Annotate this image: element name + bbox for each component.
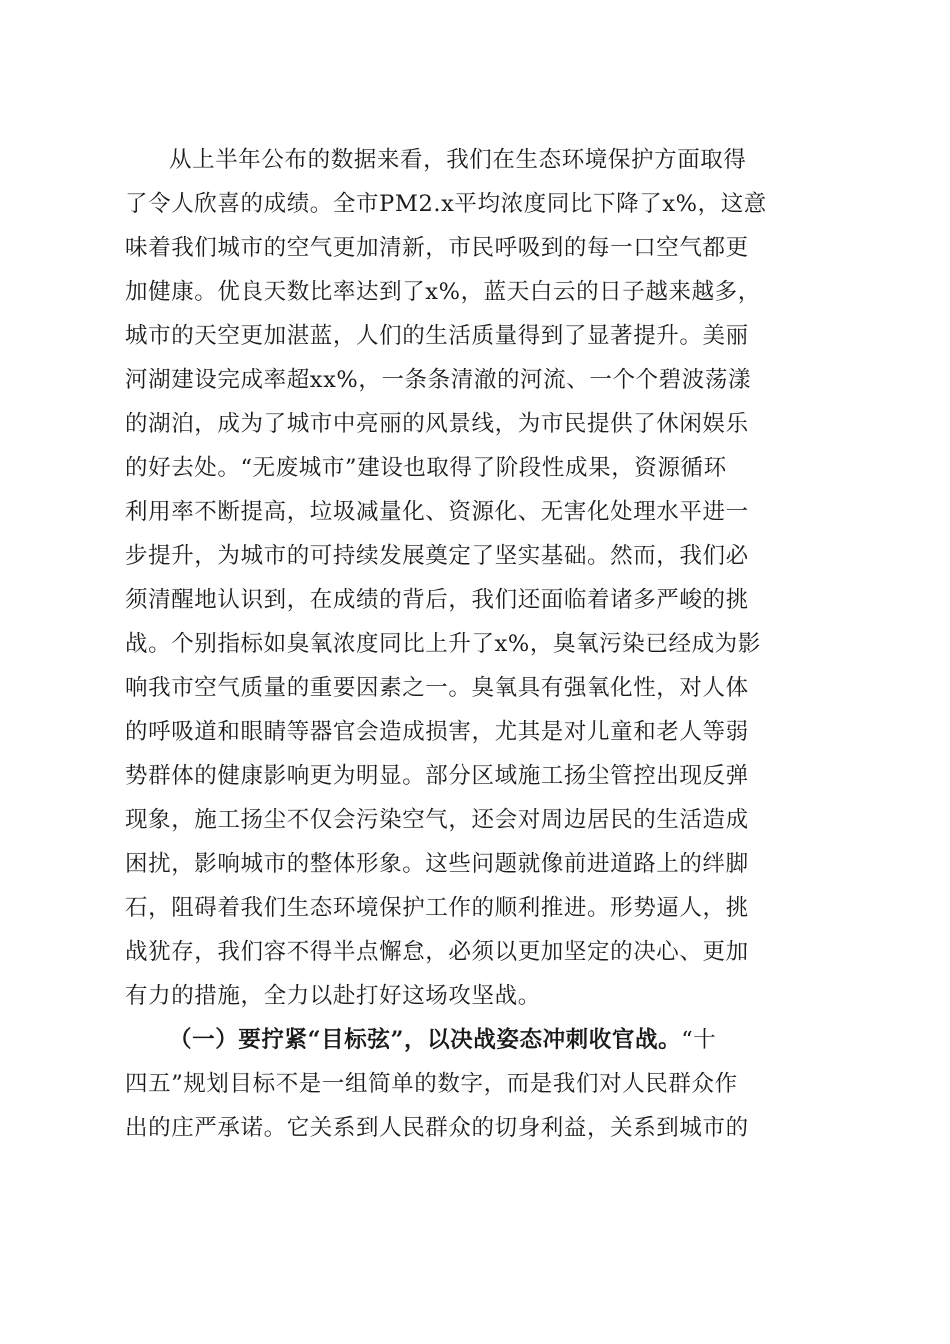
paragraph-1-line-18: 石，阻碍着我们生态环境保护工作的顺利推进。形势逼人，挑: [125, 895, 749, 921]
paragraph-1-line-5: 城市的天空更加湛蓝，人们的生活质量得到了显著提升。美丽: [125, 323, 749, 349]
paragraph-2-line-2: 四五”规划目标不是一组简单的数字，而是我们对人民群众作: [125, 1071, 738, 1097]
paragraph-1-line-7: 的湖泊，成为了城市中亮丽的风景线，为市民提供了休闲娱乐: [125, 411, 749, 437]
paragraph-1-line-12: 战。个别指标如臭氧浓度同比上升了x%，臭氧污染已经成为影: [125, 631, 761, 657]
paragraph-1-line-19: 战犹存，我们容不得半点懈怠，必须以更加坚定的决心、更加: [125, 939, 749, 965]
paragraph-1-line-9: 利用率不断提高，垃圾减量化、资源化、无害化处理水平进一: [125, 499, 749, 525]
paragraph-2-line-3: 出的庄严承诺。它关系到人民群众的切身利益，关系到城市的: [125, 1115, 749, 1141]
paragraph-1-line-17: 困扰，影响城市的整体形象。这些问题就像前进道路上的绊脚: [125, 851, 749, 877]
paragraph-2-line-1-rest: “十: [681, 1027, 717, 1053]
paragraph-1-line-6: 河湖建设完成率超xx%，一条条清澈的河流、一个个碧波荡漾: [125, 367, 752, 393]
paragraph-2-line-1: [169, 1020, 716, 1060]
section-heading: （一）要拧紧“目标弦”，以决战姿态冲刺收官战。: [169, 1027, 682, 1053]
paragraph-1-line-4: 加健康。优良天数比率达到了x%，蓝天白云的日子越来越多，: [125, 279, 761, 305]
paragraph-1-line-20: 有力的措施，全力以赴打好这场攻坚战。: [125, 983, 541, 1009]
paragraph-1-line-11: 须清醒地认识到，在成绩的背后，我们还面临着诸多严峻的挑: [125, 587, 749, 613]
paragraph-1-line-16: 现象，施工扬尘不仅会污染空气，还会对周边居民的生活造成: [125, 807, 749, 833]
paragraph-1-line-14: 的呼吸道和眼睛等器官会造成损害，尤其是对儿童和老人等弱: [125, 719, 749, 745]
paragraph-1-line-13: 响我市空气质量的重要因素之一。臭氧具有强氧化性，对人体: [125, 675, 749, 701]
paragraph-1-line-2: 了令人欣喜的成绩。全市PM2.x平均浓度同比下降了x%，这意: [125, 191, 767, 217]
paragraph-1-line-1: 从上半年公布的数据来看，我们在生态环境保护方面取得: [169, 147, 747, 173]
paragraph-1-line-10: 步提升，为城市的可持续发展奠定了坚实基础。然而，我们必: [125, 543, 749, 569]
paragraph-1-line-3: 味着我们城市的空气更加清新，市民呼吸到的每一口空气都更: [125, 235, 749, 261]
paragraph-1-line-15: 势群体的健康影响更为明显。部分区域施工扬尘管控出现反弹: [125, 763, 749, 789]
paragraph-1-line-8: 的好去处。“无废城市”建设也取得了阶段性成果，资源循环: [125, 455, 727, 481]
